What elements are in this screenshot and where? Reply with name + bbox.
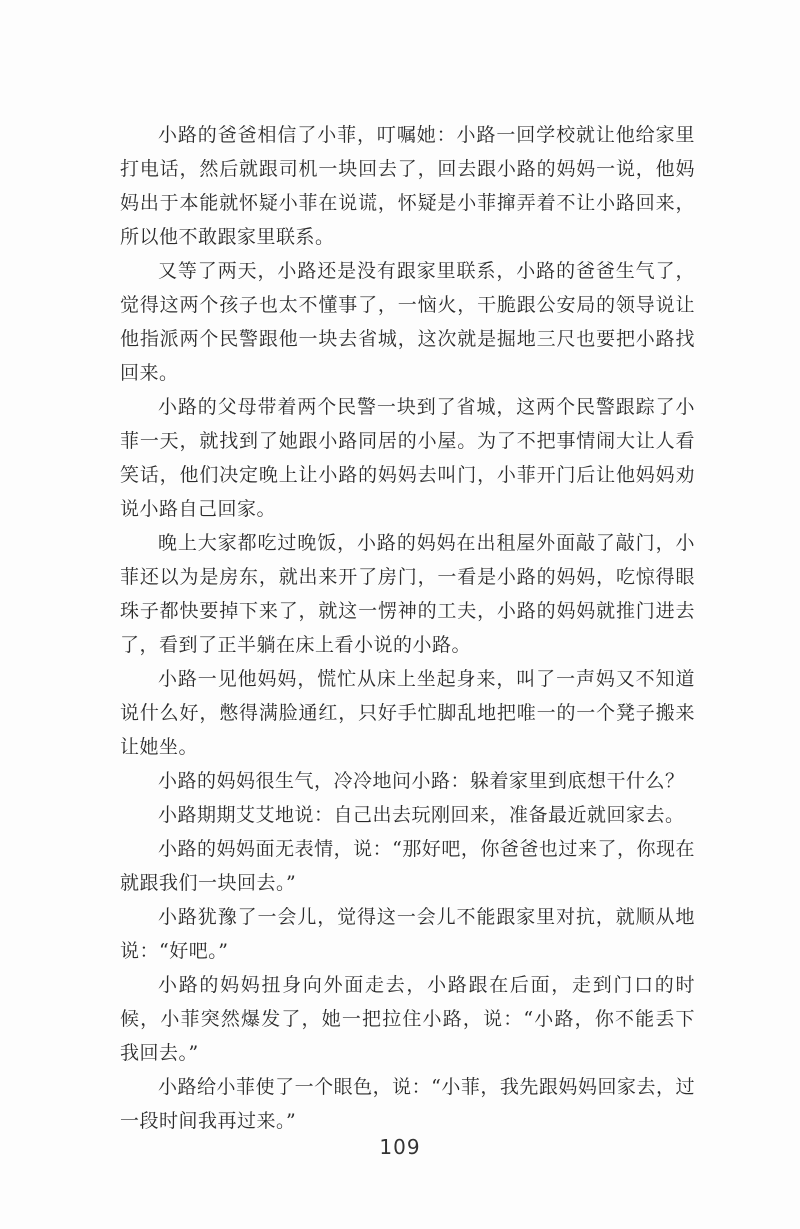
paragraph-5: 小路一见他妈妈，慌忙从床上坐起身来，叫了一声妈又不知道说什么好，憋得满脸通红，只好手忙脚乱地把唯一的一个凳子搬来让她坐。 xyxy=(120,668,695,758)
body-text xyxy=(120,118,695,1138)
paragraph-7: 小路期期艾艾地说：自己出去玩刚回来，准备最近就回家去。 xyxy=(158,804,685,826)
page-number: 109 xyxy=(379,1135,421,1159)
paragraph-9: 小路犹豫了一会儿，觉得这一会儿不能跟家里对抗，就顺从地说：“好吧。” xyxy=(120,906,695,962)
paragraph-8: 小路的妈妈面无表情，说：“那好吧，你爸爸也过来了，你现在就跟我们一块回去。” xyxy=(120,838,695,894)
paragraph-3: 小路的父母带着两个民警一块到了省城，这两个民警跟踪了小菲一天，就找到了她跟小路同居的小屋。为了不把事情闹大让人看笑话，他们决定晚上让小路的妈妈去叫门，小菲开门后让他妈妈劝说小路自己回家。 xyxy=(120,396,695,520)
paragraph-10: 小路的妈妈扭身向外面走去，小路跟在后面，走到门口的时候，小菲突然爆发了，她一把拉住小路，说：“小路，你不能丢下我回去。” xyxy=(120,974,695,1064)
paragraph-6: 小路的妈妈很生气，冷冷地问小路：躲着家里到底想干什么？ xyxy=(158,770,685,792)
paragraph-11: 小路给小菲使了一个眼色，说：“小菲，我先跟妈妈回家去，过一段时间我再过来。” xyxy=(120,1076,695,1132)
paragraph-1: 小路的爸爸相信了小菲，叮嘱她：小路一回学校就让他给家里打电话，然后就跟司机一块回去了，回去跟小路的妈妈一说，他妈妈出于本能就怀疑小菲在说谎，怀疑是小菲撺弄着不让小路回来，所以他不敢跟家里联系。 xyxy=(120,124,695,248)
paragraph-2: 又等了两天，小路还是没有跟家里联系，小路的爸爸生气了，觉得这两个孩子也太不懂事了，一恼火，干脆跟公安局的领导说让他指派两个民警跟他一块去省城，这次就是掘地三尺也要把小路找回来。 xyxy=(120,260,695,384)
paragraph-4: 晚上大家都吃过晚饭，小路的妈妈在出租屋外面敲了敲门，小菲还以为是房东，就出来开了房门，一看是小路的妈妈，吃惊得眼珠子都快要掉下来了，就这一愣神的工夫，小路的妈妈就推门进去了，看到了正半躺在床上看小说的小路。 xyxy=(120,532,695,656)
